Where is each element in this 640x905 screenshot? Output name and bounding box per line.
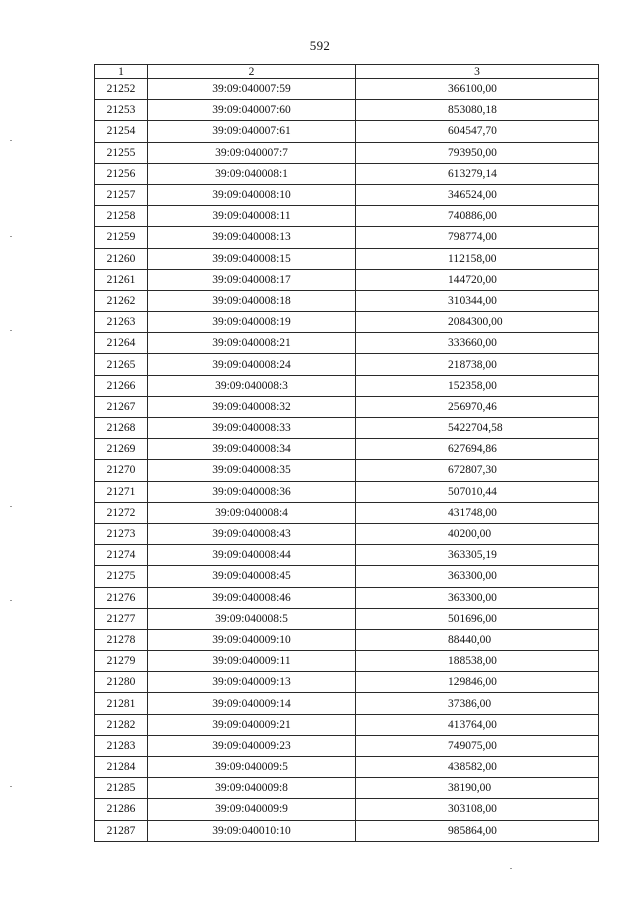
column-header-1: 1: [95, 65, 148, 79]
table-row: [95, 545, 599, 566]
table-row: [95, 439, 599, 460]
cadastral-number-cell: 39:09:040009:8: [148, 778, 356, 799]
cadastral-value-cell: 363300,00: [356, 566, 599, 587]
cadastral-number-cell: 39:09:040009:13: [148, 672, 356, 693]
cadastral-value-cell: 303108,00: [356, 799, 599, 820]
cadastral-number-cell: 39:09:040008:4: [148, 502, 356, 523]
cadastral-number-cell: 39:09:040008:17: [148, 269, 356, 290]
row-number-cell: 21257: [95, 184, 148, 205]
cadastral-number-cell: 39:09:040009:11: [148, 651, 356, 672]
table-row: [95, 608, 599, 629]
cadastral-number-cell: 39:09:040008:43: [148, 523, 356, 544]
cadastral-value-cell: 88440,00: [356, 629, 599, 650]
cadastral-value-cell: 5422704,58: [356, 418, 599, 439]
cadastral-number-cell: 39:09:040008:21: [148, 333, 356, 354]
cadastral-value-cell: 604547,70: [356, 121, 599, 142]
row-number-cell: 21267: [95, 396, 148, 417]
cadastral-value-cell: 366100,00: [356, 79, 599, 100]
scan-mark: [10, 786, 12, 787]
cadastral-number-cell: 39:09:040008:34: [148, 439, 356, 460]
table-row: [95, 820, 599, 841]
table-row: [95, 523, 599, 544]
cadastral-number-cell: 39:09:040008:33: [148, 418, 356, 439]
row-number-cell: 21275: [95, 566, 148, 587]
cadastral-value-cell: 613279,14: [356, 163, 599, 184]
row-number-cell: 21276: [95, 587, 148, 608]
cadastral-number-cell: 39:09:040008:5: [148, 608, 356, 629]
table-row: [95, 79, 599, 100]
table-row: [95, 799, 599, 820]
table-header-row: [95, 65, 599, 79]
scan-mark: [10, 600, 12, 601]
row-number-cell: 21252: [95, 79, 148, 100]
cadastral-value-cell: 740886,00: [356, 206, 599, 227]
cadastral-number-cell: 39:09:040009:23: [148, 735, 356, 756]
table-row: [95, 460, 599, 481]
cadastral-value-cell: 985864,00: [356, 820, 599, 841]
cadastral-number-cell: 39:09:040008:15: [148, 248, 356, 269]
cadastral-number-cell: 39:09:040010:10: [148, 820, 356, 841]
table-body: [95, 79, 599, 842]
row-number-cell: 21285: [95, 778, 148, 799]
cadastral-value-cell: 438582,00: [356, 757, 599, 778]
row-number-cell: 21259: [95, 227, 148, 248]
cadastral-value-cell: 627694,86: [356, 439, 599, 460]
scan-mark: [510, 868, 512, 869]
table-row: [95, 163, 599, 184]
row-number-cell: 21280: [95, 672, 148, 693]
row-number-cell: 21265: [95, 354, 148, 375]
scan-mark: [10, 506, 12, 507]
cadastral-number-cell: 39:09:040008:36: [148, 481, 356, 502]
cadastral-value-cell: 129846,00: [356, 672, 599, 693]
cadastral-number-cell: 39:09:040009:9: [148, 799, 356, 820]
table-row: [95, 418, 599, 439]
table-row: [95, 757, 599, 778]
cadastral-number-cell: 39:09:040009:14: [148, 693, 356, 714]
cadastral-number-cell: 39:09:040008:44: [148, 545, 356, 566]
cadastral-value-cell: 798774,00: [356, 227, 599, 248]
cadastral-number-cell: 39:09:040008:18: [148, 290, 356, 311]
cadastral-value-cell: 501696,00: [356, 608, 599, 629]
row-number-cell: 21264: [95, 333, 148, 354]
cadastral-value-cell: 749075,00: [356, 735, 599, 756]
row-number-cell: 21270: [95, 460, 148, 481]
row-number-cell: 21258: [95, 206, 148, 227]
column-header-3: 3: [356, 65, 599, 79]
row-number-cell: 21279: [95, 651, 148, 672]
table-row: [95, 290, 599, 311]
cadastral-value-cell: 37386,00: [356, 693, 599, 714]
cadastral-number-cell: 39:09:040008:45: [148, 566, 356, 587]
cadastral-number-cell: 39:09:040007:7: [148, 142, 356, 163]
row-number-cell: 21266: [95, 375, 148, 396]
cadastral-value-cell: 363300,00: [356, 587, 599, 608]
cadastral-value-cell: 40200,00: [356, 523, 599, 544]
column-header-2: 2: [148, 65, 356, 79]
table-row: [95, 778, 599, 799]
row-number-cell: 21274: [95, 545, 148, 566]
table-row: [95, 269, 599, 290]
page-number: 592: [309, 38, 331, 53]
cadastral-value-cell: 2084300,00: [356, 312, 599, 333]
row-number-cell: 21283: [95, 735, 148, 756]
table-row: [95, 333, 599, 354]
table-row: [95, 100, 599, 121]
cadastral-number-cell: 39:09:040008:24: [148, 354, 356, 375]
table-row: [95, 481, 599, 502]
cadastral-number-cell: 39:09:040007:59: [148, 79, 356, 100]
cadastral-number-cell: 39:09:040007:60: [148, 100, 356, 121]
row-number-cell: 21273: [95, 523, 148, 544]
cadastral-number-cell: 39:09:040008:32: [148, 396, 356, 417]
cadastral-value-cell: 793950,00: [356, 142, 599, 163]
cadastral-value-cell: 38190,00: [356, 778, 599, 799]
row-number-cell: 21260: [95, 248, 148, 269]
row-number-cell: 21282: [95, 714, 148, 735]
row-number-cell: 21284: [95, 757, 148, 778]
table-row: [95, 248, 599, 269]
cadastral-value-cell: 363305,19: [356, 545, 599, 566]
table-row: [95, 121, 599, 142]
cadastral-value-cell: 431748,00: [356, 502, 599, 523]
row-number-cell: 21262: [95, 290, 148, 311]
row-number-cell: 21269: [95, 439, 148, 460]
row-number-cell: 21281: [95, 693, 148, 714]
cadastral-value-cell: 188538,00: [356, 651, 599, 672]
table-row: [95, 206, 599, 227]
row-number-cell: 21255: [95, 142, 148, 163]
cadastral-number-cell: 39:09:040007:61: [148, 121, 356, 142]
cadastral-value-cell: 346524,00: [356, 184, 599, 205]
table-row: [95, 396, 599, 417]
cadastral-number-cell: 39:09:040008:11: [148, 206, 356, 227]
table-row: [95, 375, 599, 396]
cadastral-value-cell: 507010,44: [356, 481, 599, 502]
table-row: [95, 735, 599, 756]
cadastral-value-cell: 853080,18: [356, 100, 599, 121]
table-row: [95, 693, 599, 714]
cadastral-number-cell: 39:09:040009:10: [148, 629, 356, 650]
cadastral-number-cell: 39:09:040008:3: [148, 375, 356, 396]
cadastral-value-cell: 413764,00: [356, 714, 599, 735]
row-number-cell: 21268: [95, 418, 148, 439]
row-number-cell: 21286: [95, 799, 148, 820]
table-row: [95, 312, 599, 333]
cadastral-number-cell: 39:09:040008:46: [148, 587, 356, 608]
cadastral-value-table: [94, 64, 599, 842]
scan-mark: [10, 330, 12, 331]
row-number-cell: 21263: [95, 312, 148, 333]
table-row: [95, 672, 599, 693]
cadastral-number-cell: 39:09:040008:10: [148, 184, 356, 205]
table-row: [95, 142, 599, 163]
cadastral-number-cell: 39:09:040008:13: [148, 227, 356, 248]
table-row: [95, 227, 599, 248]
cadastral-number-cell: 39:09:040008:35: [148, 460, 356, 481]
row-number-cell: 21278: [95, 629, 148, 650]
table-row: [95, 714, 599, 735]
cadastral-number-cell: 39:09:040008:1: [148, 163, 356, 184]
row-number-cell: 21277: [95, 608, 148, 629]
scan-mark: [10, 236, 12, 237]
cadastral-value-cell: 672807,30: [356, 460, 599, 481]
table-row: [95, 502, 599, 523]
cadastral-value-cell: 310344,00: [356, 290, 599, 311]
table-row: [95, 566, 599, 587]
row-number-cell: 21271: [95, 481, 148, 502]
row-number-cell: 21254: [95, 121, 148, 142]
row-number-cell: 21261: [95, 269, 148, 290]
table-row: [95, 651, 599, 672]
cadastral-value-cell: 333660,00: [356, 333, 599, 354]
cadastral-value-cell: 152358,00: [356, 375, 599, 396]
row-number-cell: 21256: [95, 163, 148, 184]
table-row: [95, 184, 599, 205]
cadastral-value-cell: 112158,00: [356, 248, 599, 269]
scan-mark: [10, 140, 12, 141]
cadastral-value-cell: 218738,00: [356, 354, 599, 375]
cadastral-number-cell: 39:09:040008:19: [148, 312, 356, 333]
table-row: [95, 354, 599, 375]
cadastral-value-cell: 144720,00: [356, 269, 599, 290]
cadastral-number-cell: 39:09:040009:21: [148, 714, 356, 735]
row-number-cell: 21272: [95, 502, 148, 523]
row-number-cell: 21253: [95, 100, 148, 121]
row-number-cell: 21287: [95, 820, 148, 841]
cadastral-number-cell: 39:09:040009:5: [148, 757, 356, 778]
table-row: [95, 587, 599, 608]
cadastral-value-cell: 256970,46: [356, 396, 599, 417]
table-row: [95, 629, 599, 650]
